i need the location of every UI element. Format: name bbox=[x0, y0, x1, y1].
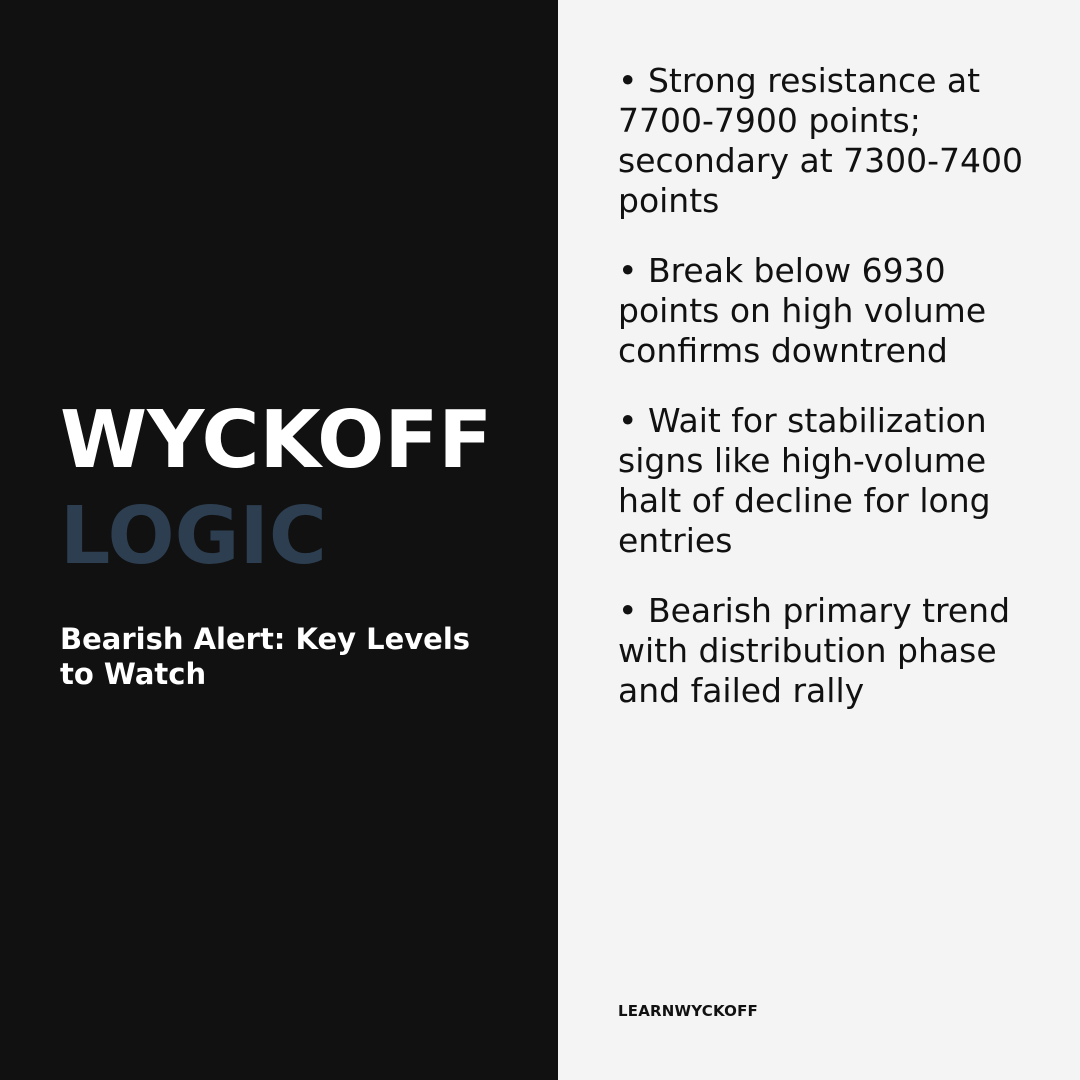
bullet-item-stabilization: • Wait for stabilization signs like high-volume halt of decline for long entries bbox=[618, 401, 991, 560]
brand-title-line-1: WYCKOFF bbox=[60, 394, 493, 486]
bullet-item-trend: • Bearish primary trend with distribution phase and failed rally bbox=[618, 591, 1011, 710]
bullet-item-resistance: • Strong resistance at 7700-7900 points; secondary at 7300-7400 points bbox=[618, 61, 1024, 220]
footer-brand-label: LEARNWYCKOFF bbox=[618, 1002, 758, 1020]
brand-logo bbox=[60, 392, 530, 584]
bullet-item-breakdown: • Break below 6930 points on high volume confirms downtrend bbox=[618, 251, 987, 370]
brand-title-line-2: LOGIC bbox=[60, 490, 327, 582]
subtitle: Bearish Alert: Key Levels to Watch bbox=[60, 622, 471, 691]
bullet-list bbox=[618, 61, 1038, 741]
